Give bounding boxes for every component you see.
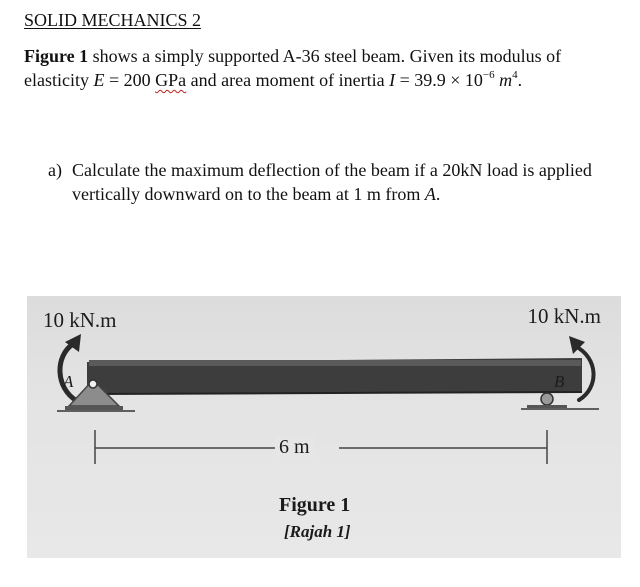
question-a [48,158,628,206]
figure-caption: Figure 1 [279,494,351,516]
gpa-unit: GPa [155,70,187,90]
intro-line-1-text: shows a simply supported A-36 steel beam. Given its modulus of [88,46,562,66]
point-b-label: B [554,372,565,391]
symbol-I: I [389,70,396,90]
question-line-2 [72,182,628,206]
page-heading: SOLID MECHANICS 2 [24,10,202,30]
question-end: . [435,184,441,204]
exponent-neg6: −6 [482,69,495,81]
symbol-A: A [424,184,436,204]
span-length-label: 6 m [275,436,314,459]
beam-diagram [27,296,621,558]
intro-line-2 [24,68,624,92]
question-label: a) [48,160,62,180]
beam [87,358,582,394]
intro-text-b: = 200 [104,70,156,90]
intro-line-1 [24,44,624,68]
symbol-E: E [93,70,105,90]
exponent-4: 4 [512,69,518,81]
figure-sub-caption: [Rajah 1] [284,522,351,541]
dimension-line [95,430,547,464]
right-moment-label: 10 kN.m [527,304,601,328]
intro-end: . [517,70,523,90]
problem-intro [24,44,624,92]
question-line-2-text: vertically downward on to the beam at 1 m from [72,184,425,204]
beam-figure [27,296,621,558]
left-moment-label: 10 kN.m [43,308,117,332]
figure-reference: Figure 1 [24,46,89,66]
point-a-label: A [63,372,74,391]
question-line-1: Calculate the maximum deflection of the beam if a 20kN load is applied [72,160,592,180]
unit-m: m [494,70,513,90]
intro-text-a: elasticity [24,70,94,90]
question-text [72,158,628,206]
intro-text-c: and area moment of inertia [186,70,390,90]
intro-text-d: = 39.9 × 10 [395,70,483,90]
